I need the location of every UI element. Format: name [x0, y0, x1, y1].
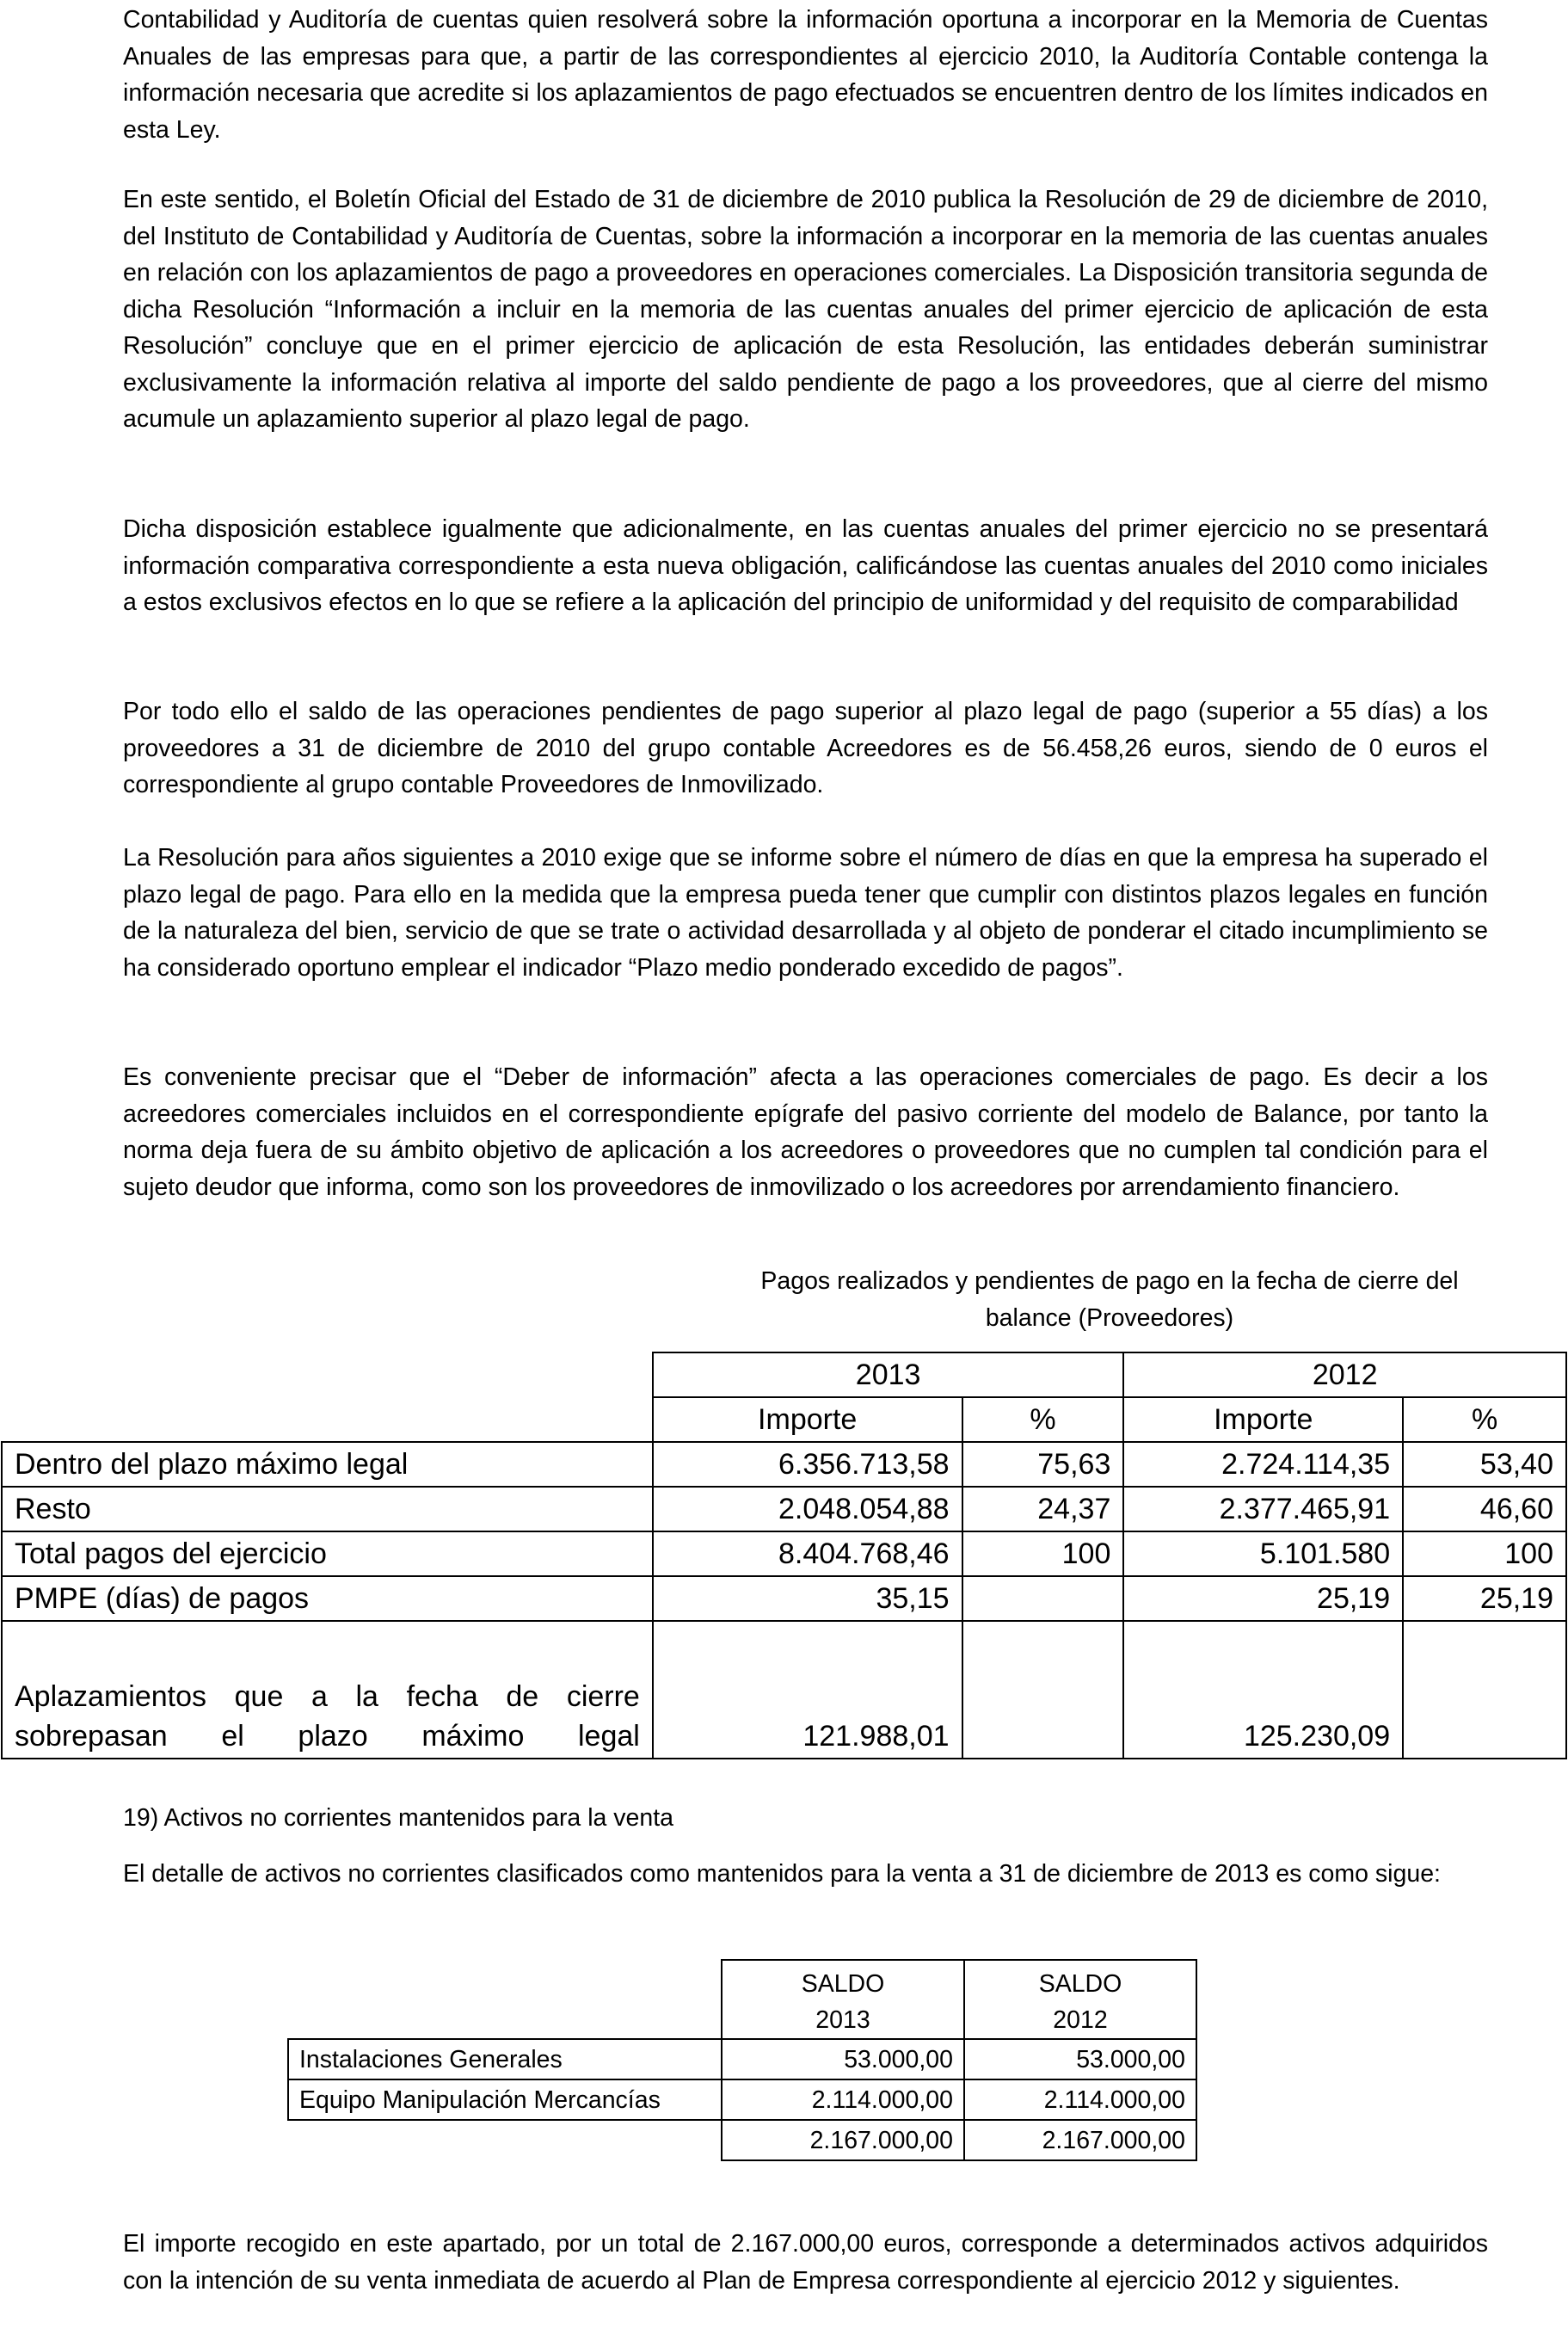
header-year-label: 2012 [1053, 2006, 1108, 2034]
total-2013: 2.167.000,00 [722, 2120, 964, 2160]
importe-2013: 35,15 [653, 1576, 962, 1621]
table-row [2, 1442, 1566, 1487]
pct-2012: 46,60 [1403, 1487, 1566, 1531]
table-row [2, 1576, 1566, 1621]
header-year-2012: 2012 [1123, 1352, 1566, 1397]
row-label: Instalaciones Generales [288, 2039, 722, 2079]
pct-2013: 75,63 [962, 1442, 1124, 1487]
row-label: Resto [2, 1487, 653, 1531]
pct-2013 [962, 1621, 1124, 1759]
row-label: Dentro del plazo máximo legal [2, 1442, 653, 1487]
importe-2012: 2.724.114,35 [1123, 1442, 1403, 1487]
paragraph-2: En este sentido, el Boletín Oficial del Estado de 31 de diciembre de 2010 publica la Resolución de 29 de diciembre de 2010, del Instituto de Contabilidad y Auditoría de Cuentas, sobre la información a incorporar en la memoria de las cuentas anuales en relación con los aplazamientos de pago a proveedores en operaciones comerciales. La Disposición transitoria segunda de dicha Resolución “Información a incluir en la memoria de las cuentas anuales del primer ejercicio de aplicación de esta Resolución” concluye que en el primer ejercicio de aplicación de esta Resolución, las entidades deberán suministrar exclusivamente la información relativa al importe del saldo pendiente de pago a los proveedores, que al cierre del mismo acumule un aplazamiento superior al plazo legal de pago. [123, 186, 1488, 433]
table-row [288, 2039, 1196, 2079]
table-row [2, 1621, 1566, 1759]
saldo-2012: 53.000,00 [964, 2039, 1196, 2079]
pct-2013: 100 [962, 1531, 1124, 1576]
table-row [2, 1531, 1566, 1576]
section-19-heading: 19) Activos no corrientes mantenidos para la venta [123, 1804, 674, 1832]
table-header-row-columns [2, 1397, 1566, 1442]
saldo-2013: 53.000,00 [722, 2039, 964, 2079]
header-year-label: 2013 [815, 2006, 870, 2034]
pct-2012: 53,40 [1403, 1442, 1566, 1487]
importe-2012: 5.101.580 [1123, 1531, 1403, 1576]
importe-2012: 25,19 [1123, 1576, 1403, 1621]
header-saldo-label: SALDO [801, 1970, 885, 1998]
header-importe-2013: Importe [653, 1397, 962, 1442]
saldo-2013: 2.114.000,00 [722, 2079, 964, 2120]
pct-2013 [962, 1576, 1124, 1621]
pagos-table-caption: Pagos realizados y pendientes de pago en la fecha de cierre del balance (Proveedores) [760, 1267, 1459, 1332]
paragraph-7: El detalle de activos no corrientes clasificados como mantenidos para la venta a 31 de diciembre de 2013 es como sigue: [123, 1860, 1441, 1888]
pct-2012: 25,19 [1403, 1576, 1566, 1621]
paragraph-1: Contabilidad y Auditoría de cuentas quien resolverá sobre la información oportuna a incorporar en la Memoria de Cuentas Anuales de las empresas para que, a partir de las correspondientes al ejercicio 2010, la Auditoría Contable contenga la información necesaria que acredite si los aplazamientos de pago efectuados se encuentren dentro de los límites indicados en esta Ley. [123, 6, 1488, 144]
row-label: Equipo Manipulación Mercancías [288, 2079, 722, 2120]
paragraph-4: Por todo ello el saldo de las operaciones pendientes de pago superior al plazo legal de pago (superior a 55 días) a los proveedores a 31 de diciembre de 2010 del grupo contable Acreedores es de 56.458,26 euros, siendo de 0 euros el correspondiente al grupo contable Proveedores de Inmovilizado. [123, 698, 1488, 798]
importe-2013: 2.048.054,88 [653, 1487, 962, 1531]
importe-2012: 2.377.465,91 [1123, 1487, 1403, 1531]
table-total-row [288, 2120, 1196, 2160]
header-saldo-label: SALDO [1038, 1970, 1122, 1998]
pct-2012 [1403, 1621, 1566, 1759]
paragraph-3: Dicha disposición establece igualmente que adicionalmente, en las cuentas anuales del primer ejercicio no se presentará información comparativa correspondiente a esta nueva obligación, calificándose las cuentas anuales del 2010 como iniciales a estos exclusivos efectos en lo que se refiere a la aplicación del principio de uniformidad y del requisito de comparabilidad [123, 515, 1488, 616]
pct-2013: 24,37 [962, 1487, 1124, 1531]
importe-2013: 121.988,01 [653, 1621, 962, 1759]
pct-2012: 100 [1403, 1531, 1566, 1576]
header-importe-2012: Importe [1123, 1397, 1403, 1442]
header-year-2013: 2013 [653, 1352, 1124, 1397]
importe-2013: 8.404.768,46 [653, 1531, 962, 1576]
paragraph-6: Es conveniente precisar que el “Deber de información” afecta a las operaciones comerciales de pago. Es decir a los acreedores comerciales incluidos en el correspondiente epígrafe del pasivo corriente del modelo de Balance, por tanto la norma deja fuera de su ámbito objetivo de aplicación a los acreedores o proveedores que no cumplen tal condición para el sujeto deudor que informa, como son los proveedores de inmovilizado o los acreedores por arrendamiento financiero. [123, 1063, 1488, 1201]
pagos-table [1, 1352, 1567, 1759]
header-saldo-2013 [722, 1960, 964, 2039]
paragraph-8: El importe recogido en este apartado, por un total de 2.167.000,00 euros, corresponde a determinados activos adquiridos con la intención de su venta inmediata de acuerdo al Plan de Empresa correspondiente al ejercicio 2012 y siguientes. [123, 2230, 1488, 2295]
row-label: Aplazamientos que a la fecha de cierre sobrepasan el plazo máximo legal [2, 1621, 653, 1759]
paragraph-5: La Resolución para años siguientes a 2010 exige que se informe sobre el número de días en que la empresa ha superado el plazo legal de pago. Para ello en la medida que la empresa pueda tener que cumplir con distintos plazos legales en función de la naturaleza del bien, servicio de que se trate o actividad desarrollada y al objeto de ponderar el citado incumplimiento se ha considerado oportuno emplear el indicador “Plazo medio ponderado excedido de pagos”. [123, 844, 1488, 982]
header-saldo-2012 [964, 1960, 1196, 2039]
saldo-2012: 2.114.000,00 [964, 2079, 1196, 2120]
table-header-row-years [2, 1352, 1566, 1397]
row-label: PMPE (días) de pagos [2, 1576, 653, 1621]
importe-2012: 125.230,09 [1123, 1621, 1403, 1759]
total-2012: 2.167.000,00 [964, 2120, 1196, 2160]
row-label: Total pagos del ejercicio [2, 1531, 653, 1576]
table-row [288, 2079, 1196, 2120]
table-header-row [288, 1960, 1196, 2039]
header-pct-2013: % [962, 1397, 1124, 1442]
activos-table [287, 1959, 1197, 2161]
table-row [2, 1487, 1566, 1531]
importe-2013: 6.356.713,58 [653, 1442, 962, 1487]
header-pct-2012: % [1403, 1397, 1566, 1442]
